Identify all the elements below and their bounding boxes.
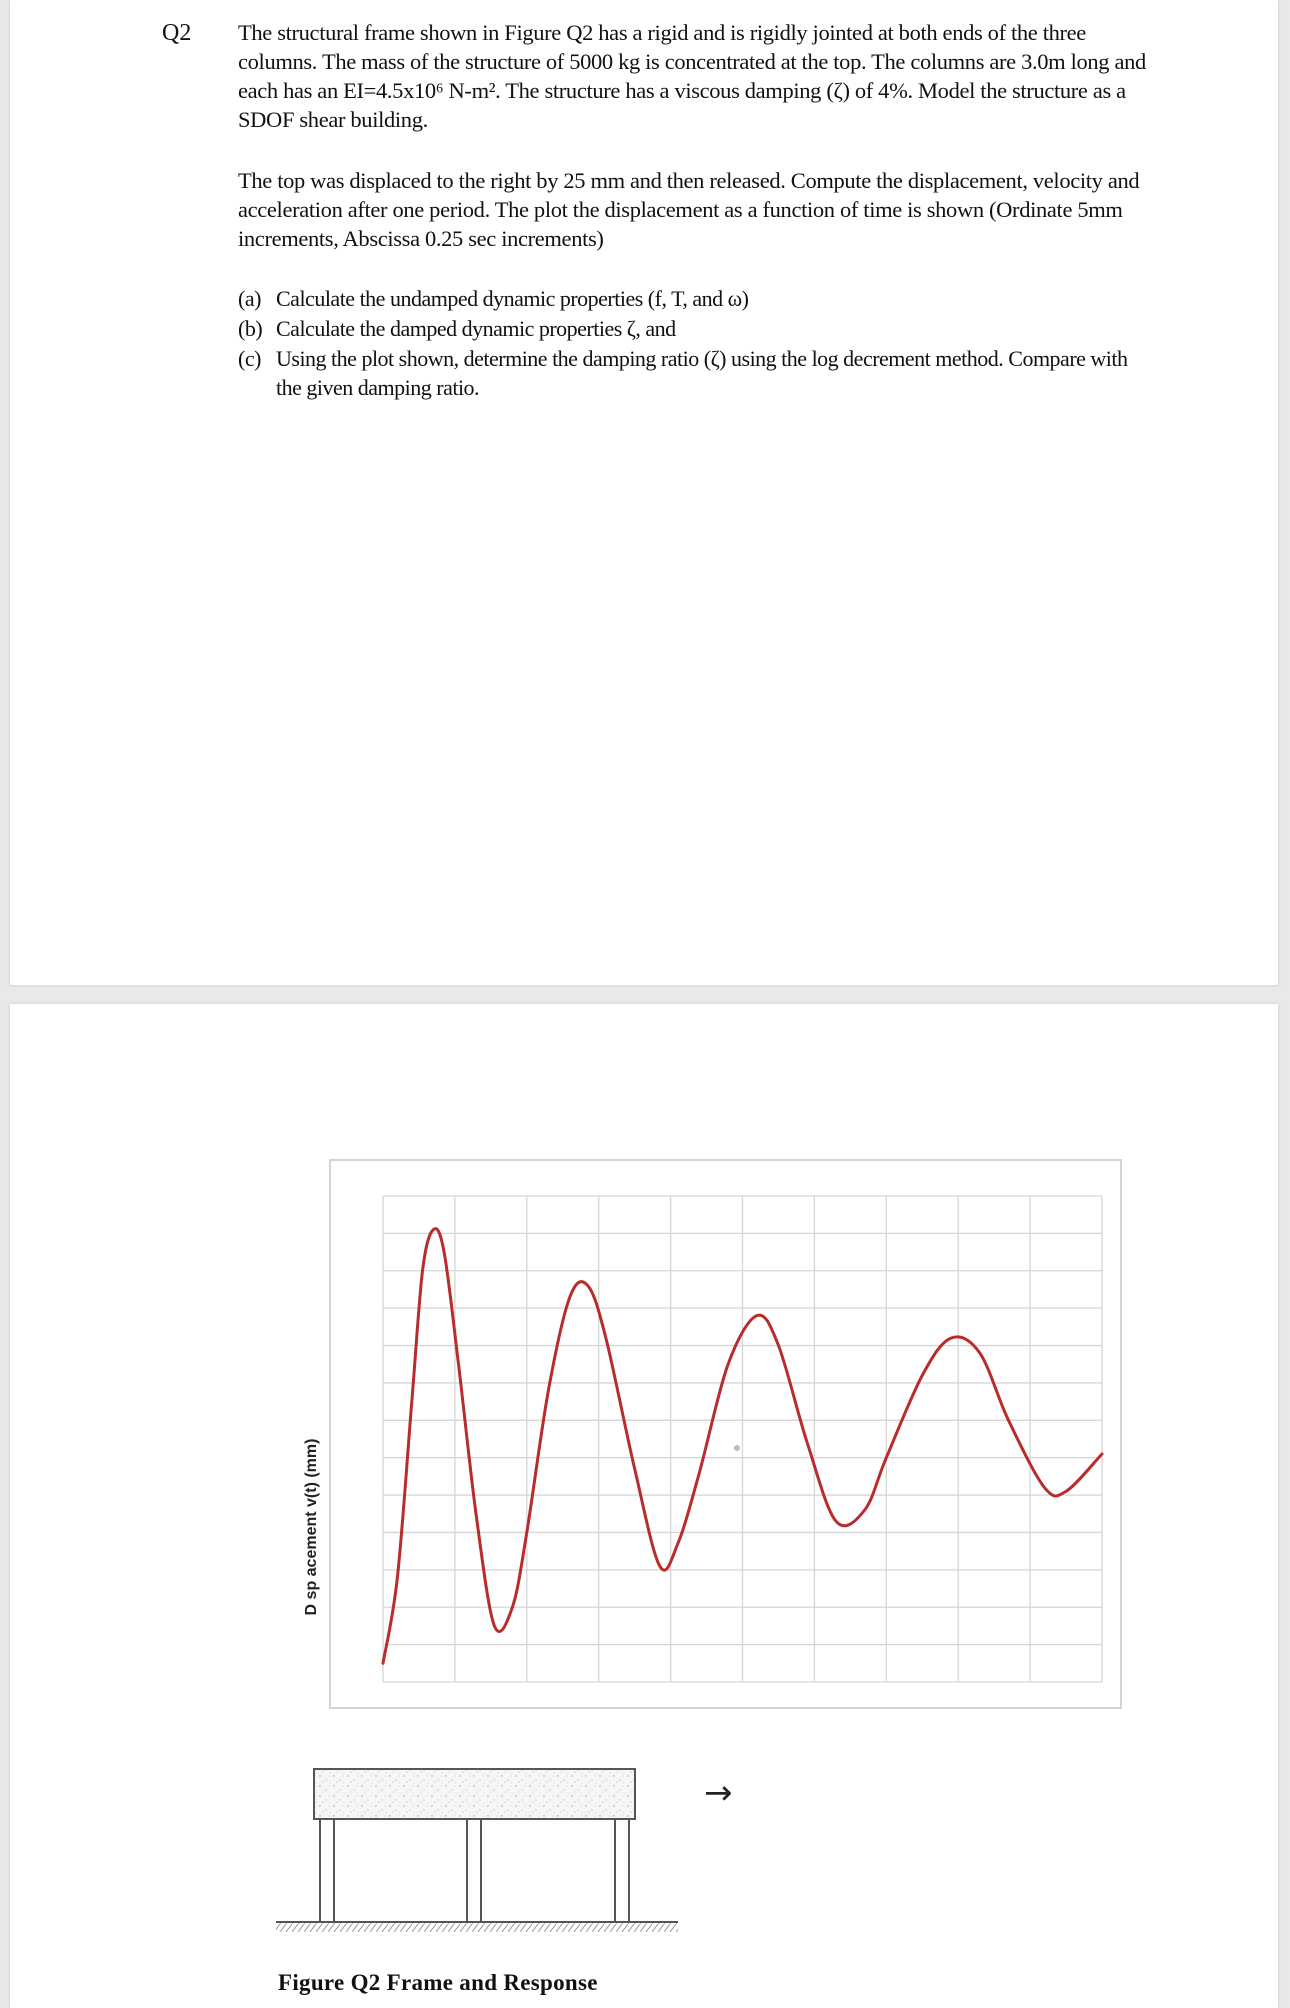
task-a-text: Calculate the undamped dynamic properties (f, T, and ω) [276, 286, 749, 311]
column-left [320, 1819, 334, 1922]
y-axis-label: D sp acement v(t) (mm) [303, 1438, 320, 1616]
frame-drawing [276, 1769, 678, 1932]
rigid-slab [314, 1769, 635, 1819]
figure-q2 [10, 1004, 1278, 2008]
column-middle [467, 1819, 481, 1922]
task-b-text: Calculate the damped dynamic properties ζ, and [276, 316, 676, 341]
page-1 [10, 0, 1278, 985]
right-arrow-icon: → [704, 1773, 733, 1813]
chart-frame [330, 1160, 1121, 1708]
page-2 [10, 1004, 1278, 2008]
problem-statement: The structural frame shown in Figure Q2 has a rigid and is rigidly jointed at both ends of the three columns. The mass of the structure of 5000 kg is concentrated at the top. The columns are 3.0m long and each has an EI=4.5x10⁶ N-m². The structure has a viscous damping (ζ) of 4%. Model the structure as a SDOF shear building. [238, 20, 1146, 132]
question-number: Q2 [162, 20, 192, 46]
task-b-label: (b) [238, 316, 263, 341]
task-c-text: Using the plot shown, determine the damping ratio (ζ) using the log decrement method. Compare with the given damping ratio. [276, 346, 1128, 400]
problem-instructions: The top was displaced to the right by 25 mm and then released. Compute the displacement, velocity and acceleration after one period. The plot the displacement as a function of time is shown (Ordinate 5mm increments, Abscissa 0.25 sec increments) [238, 168, 1140, 251]
column-right [615, 1819, 629, 1922]
task-a-label: (a) [238, 286, 261, 311]
task-c-label: (c) [238, 346, 261, 371]
grid-dot [734, 1445, 740, 1451]
ground [276, 1922, 678, 1932]
figure-caption: Figure Q2 Frame and Response [278, 1970, 598, 1995]
